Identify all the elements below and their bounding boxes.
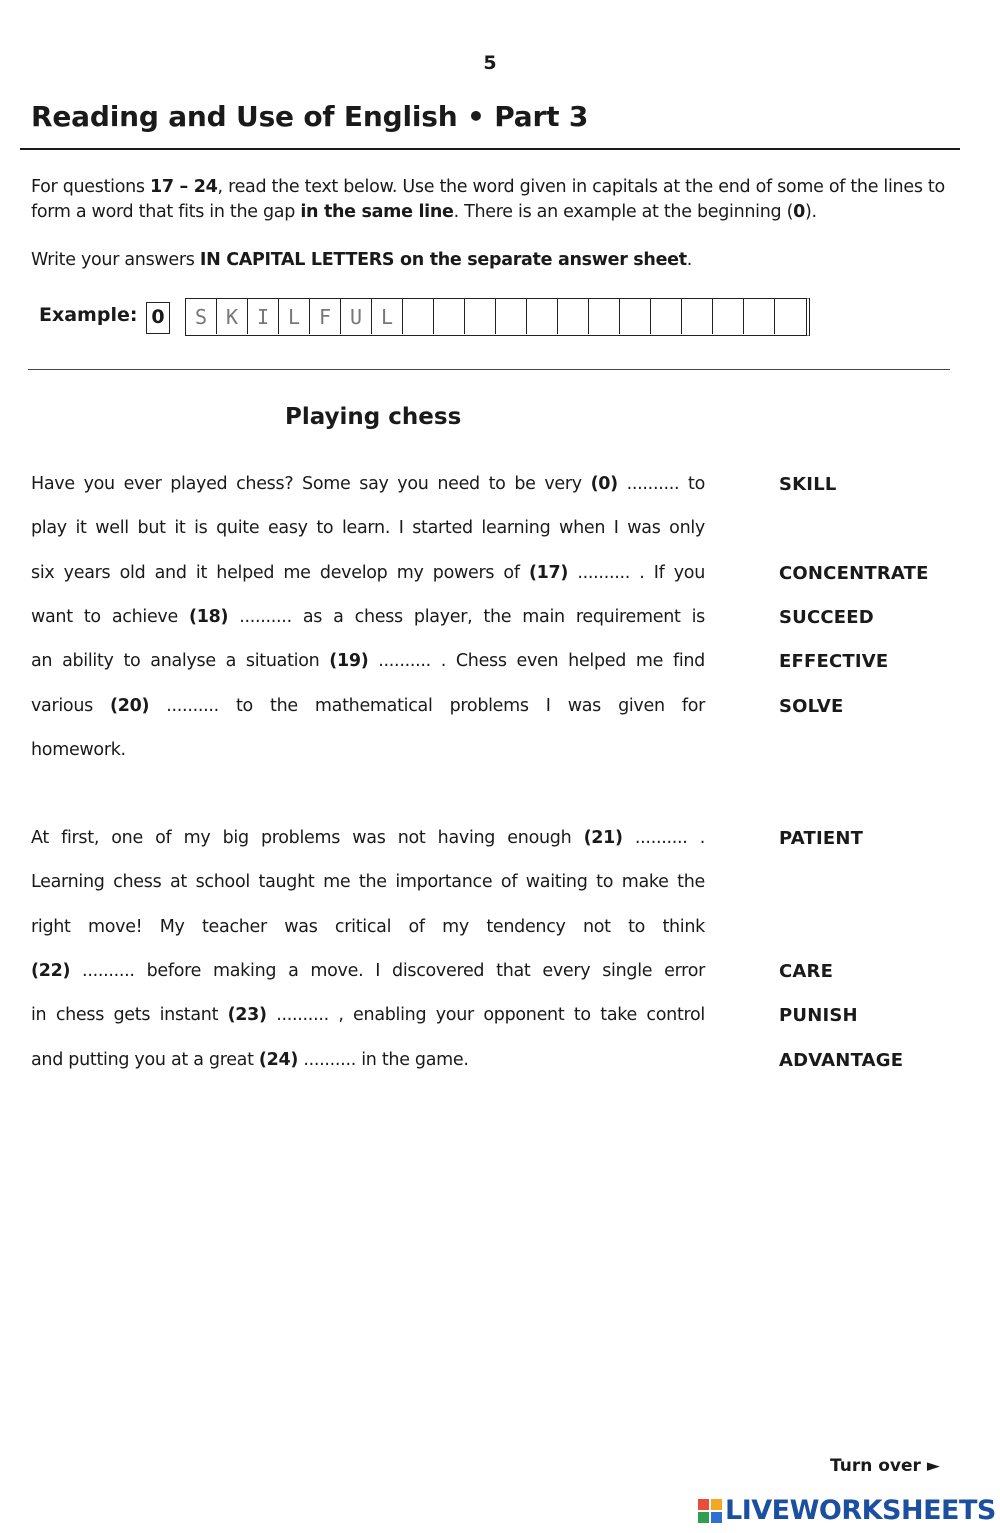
- gap-number: (24): [258, 1049, 299, 1070]
- logo-square: [698, 1512, 709, 1523]
- logo-square: [711, 1512, 722, 1523]
- line-text: an ability to analyse a situation: [31, 651, 330, 672]
- line-text: various: [31, 695, 111, 716]
- logo-square: [698, 1499, 709, 1510]
- text-line: [31, 740, 705, 760]
- line-text: .......... to the mathematical problems I was given for: [149, 695, 705, 716]
- instr-text: ).: [805, 202, 817, 222]
- line-text: and putting you at a great: [31, 1049, 259, 1070]
- instr-bold: 0: [793, 202, 806, 222]
- line-text: .......... . Chess even helped me find: [368, 651, 705, 672]
- cue-word: CARE: [779, 960, 834, 982]
- instr-text: Write your answers: [31, 250, 200, 270]
- instr-text: . There is an example at the beginning (: [453, 202, 794, 222]
- answer-cell: [465, 299, 496, 334]
- gap-number: (0): [590, 474, 618, 494]
- line-text: .......... .: [622, 828, 705, 848]
- line-text: play it well but it is quite easy to learn. I started learning when I was only: [31, 518, 705, 539]
- line-text: .......... . If you: [568, 562, 705, 583]
- instr-bold: IN CAPITAL LETTERS on the separate answer sheet: [199, 250, 687, 270]
- answer-cell: [651, 299, 682, 334]
- gap-number: (23): [227, 1005, 267, 1026]
- answer-cell: I: [248, 299, 279, 334]
- text-line: [31, 518, 705, 538]
- text-line: [31, 1005, 705, 1025]
- text-line: [31, 1050, 705, 1070]
- cue-word: SUCCEED: [779, 606, 874, 628]
- answer-cell: U: [341, 299, 372, 334]
- text-line: [31, 872, 705, 892]
- text-line: [31, 651, 705, 671]
- logo-square: [711, 1499, 722, 1510]
- gap-number: (22): [31, 960, 71, 981]
- line-text: want to achieve: [31, 606, 189, 627]
- logo-icon: [698, 1499, 722, 1523]
- answer-cell: [558, 299, 589, 334]
- answer-instructions: [31, 248, 961, 273]
- text-line: [31, 607, 705, 627]
- answer-cell: [744, 299, 775, 334]
- gap-number: (17): [528, 562, 569, 583]
- answer-cell: [527, 299, 558, 334]
- answer-cell: [713, 299, 744, 334]
- cue-word: PUNISH: [779, 1005, 858, 1027]
- turn-over-label: Turn over ►: [830, 1456, 940, 1476]
- line-text: homework.: [31, 739, 126, 760]
- answer-cell: K: [217, 299, 248, 334]
- instr-text: , read the text below. Use the word given in capitals at the end of some of the lines to form a word that fits in the gap: [31, 177, 945, 222]
- cue-word: EFFECTIVE: [779, 651, 889, 673]
- answer-cell: L: [372, 299, 403, 334]
- answer-cell: [682, 299, 713, 334]
- line-text: .......... in the game.: [298, 1049, 469, 1070]
- answer-cell: [589, 299, 620, 334]
- gap-number: (21): [583, 828, 623, 848]
- example-label: Example:: [39, 304, 138, 326]
- gap-number: (18): [189, 606, 229, 627]
- instr-bold: 17 – 24: [150, 177, 218, 197]
- gap-number: (20): [110, 695, 150, 716]
- line-text: Learning chess at school taught me the importance of waiting to make the: [31, 872, 705, 893]
- text-line: [31, 828, 705, 848]
- line-text: six years old and it helped me develop my powers of: [31, 562, 529, 583]
- gap-number: (19): [329, 651, 369, 672]
- text-line: [31, 961, 705, 981]
- text-line: [31, 563, 705, 583]
- instr-text: .: [686, 250, 693, 270]
- line-text: .......... before making a move. I discovered that every single error: [70, 960, 705, 981]
- line-text: .......... as a chess player, the main requirement is: [228, 606, 705, 627]
- answer-cell: F: [310, 299, 341, 334]
- example-number-box: 0: [146, 302, 170, 334]
- instr-text: For questions: [31, 177, 150, 197]
- answer-cell: [620, 299, 651, 334]
- text-line: [31, 696, 705, 716]
- section-title: Reading and Use of English • Part 3: [31, 100, 589, 133]
- line-text: in chess gets instant: [31, 1005, 228, 1026]
- answer-cell: [403, 299, 434, 334]
- cue-word: SKILL: [779, 474, 837, 495]
- line-text: right move! My teacher was critical of my tendency not to think: [31, 916, 705, 937]
- page-number: 5: [483, 52, 497, 74]
- liveworksheets-logo: [698, 1495, 996, 1526]
- text-title: Playing chess: [285, 404, 462, 430]
- line-text: At first, one of my big problems was not having enough: [31, 828, 584, 848]
- answer-cell: [775, 299, 806, 334]
- cue-word: PATIENT: [779, 828, 864, 849]
- line-text: Have you ever played chess? Some say you need to be very: [31, 474, 591, 494]
- answer-cell: [434, 299, 465, 334]
- instr-bold: in the same line: [300, 202, 454, 222]
- cue-word: ADVANTAGE: [779, 1049, 904, 1071]
- text-line: [31, 474, 705, 494]
- divider: [28, 369, 950, 370]
- cue-word: SOLVE: [779, 695, 844, 717]
- instructions-paragraph: [31, 175, 961, 225]
- answer-cell: [496, 299, 527, 334]
- text-line: [31, 917, 705, 937]
- brand-name: LIVEWORKSHEETS: [725, 1495, 996, 1526]
- cue-word: CONCENTRATE: [779, 562, 929, 584]
- answer-cell: L: [279, 299, 310, 334]
- line-text: .......... to: [617, 474, 705, 494]
- line-text: .......... , enabling your opponent to take control: [266, 1005, 705, 1026]
- example-answer-grid: [185, 298, 810, 336]
- title-rule: [20, 148, 960, 150]
- answer-cell: S: [186, 299, 217, 334]
